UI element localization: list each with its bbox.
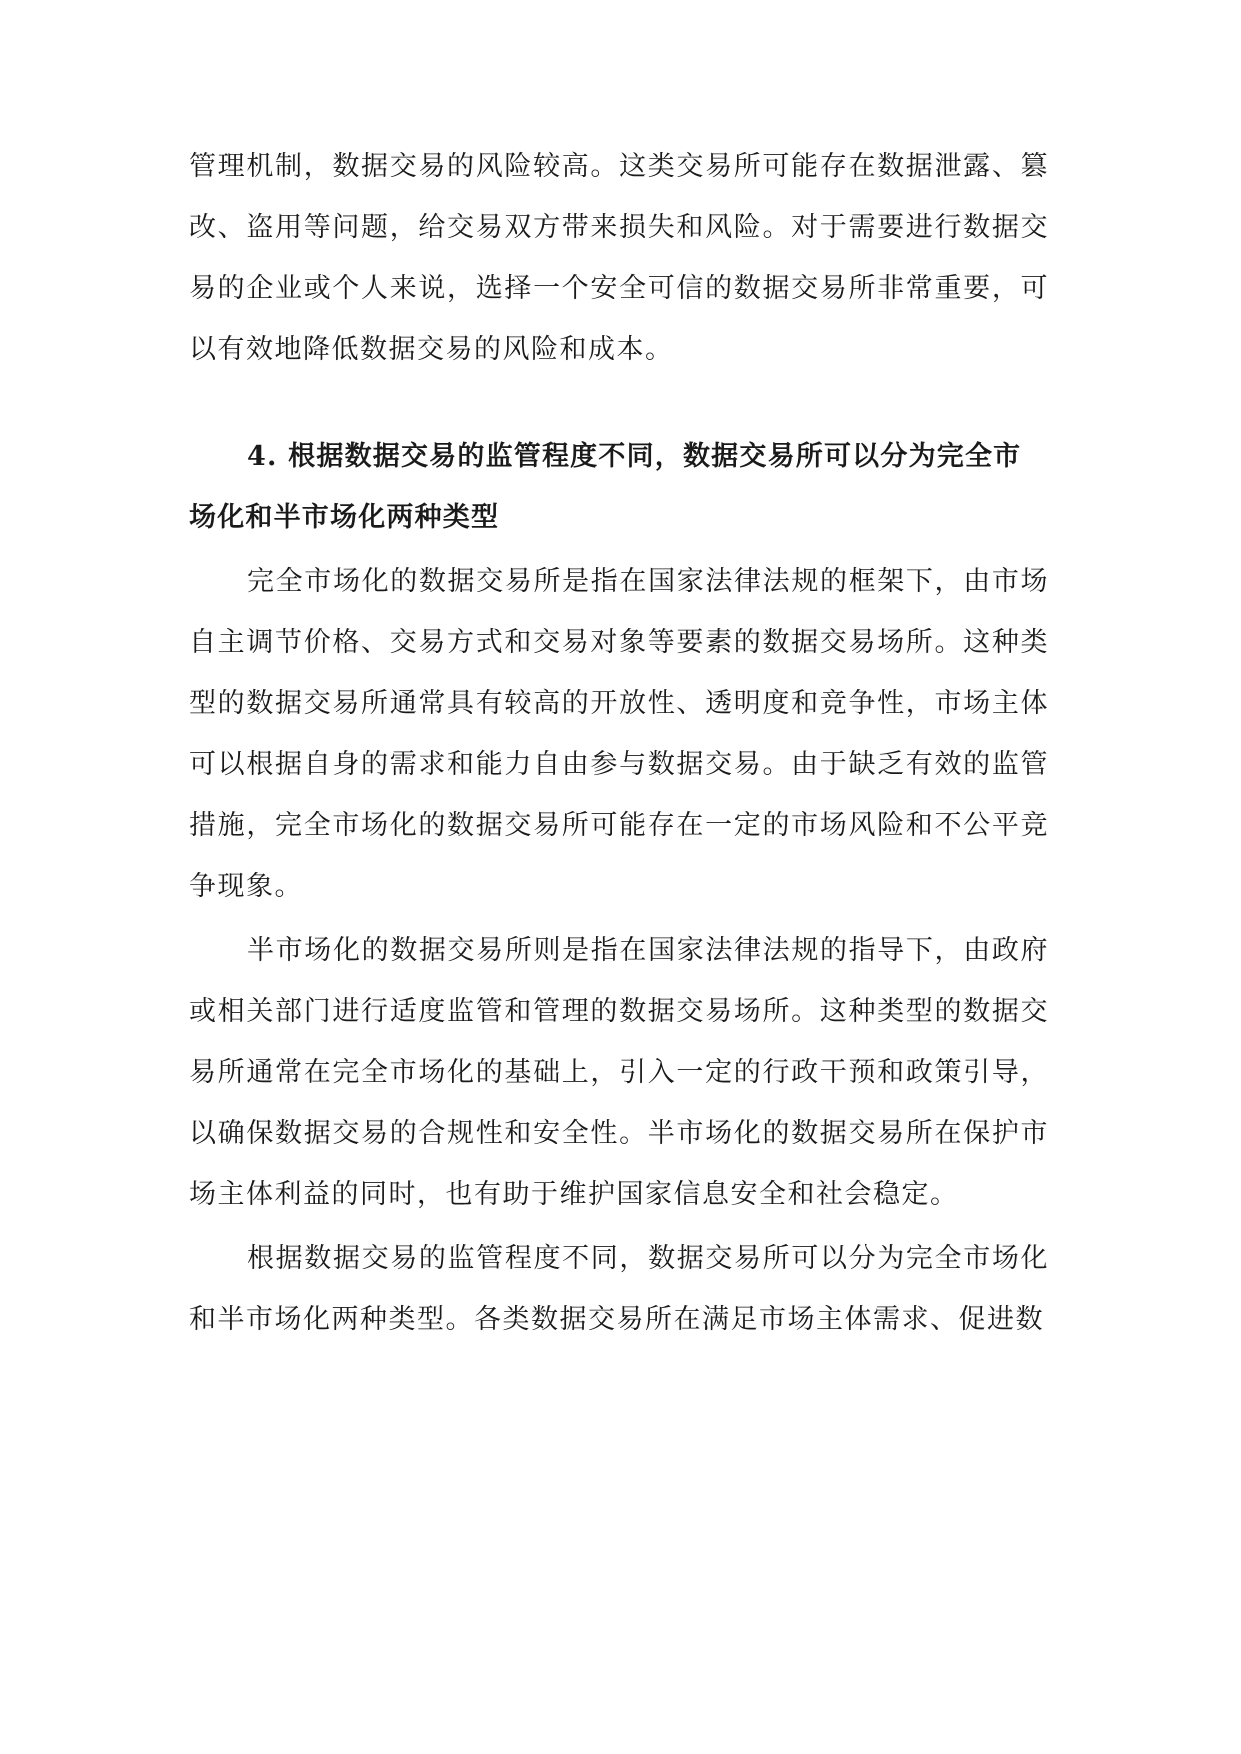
paragraph-summary: 根据数据交易的监管程度不同，数据交易所可以分为完全市场化和半市场化两种类型。各类数据交易所在满足市场主体需求、促进数 bbox=[189, 1243, 1049, 1335]
document-page bbox=[189, 136, 1049, 1350]
paragraph-continued-risk: 管理机制，数据交易的风险较高。这类交易所可能存在数据泄露、篡改、盗用等问题，给交易双方带来损失和风险。对于需要进行数据交易的企业或个人来说，选择一个安全可信的数据交易所非常重要，可以有效地降低数据交易的风险和成本。 bbox=[189, 151, 1049, 365]
section-heading-4: 4. 根据数据交易的监管程度不同，数据交易所可以分为完全市场化和半市场化两种类型 bbox=[189, 441, 1022, 533]
paragraph-fully-market-based: 完全市场化的数据交易所是指在国家法律法规的框架下，由市场自主调节价格、交易方式和交易对象等要素的数据交易场所。这种类型的数据交易所通常具有较高的开放性、透明度和竞争性，市场主体可以根据自身的需求和能力自由参与数据交易。由于缺乏有效的监管措施，完全市场化的数据交易所可能存在一定的市场风险和不公平竞争现象。 bbox=[189, 566, 1049, 902]
paragraph-semi-market-based: 半市场化的数据交易所则是指在国家法律法规的指导下，由政府或相关部门进行适度监管和管理的数据交易场所。这种类型的数据交易所通常在完全市场化的基础上，引入一定的行政干预和政策引导，以确保数据交易的合规性和安全性。半市场化的数据交易所在保护市场主体利益的同时，也有助于维护国家信息安全和社会稳定。 bbox=[189, 935, 1049, 1210]
